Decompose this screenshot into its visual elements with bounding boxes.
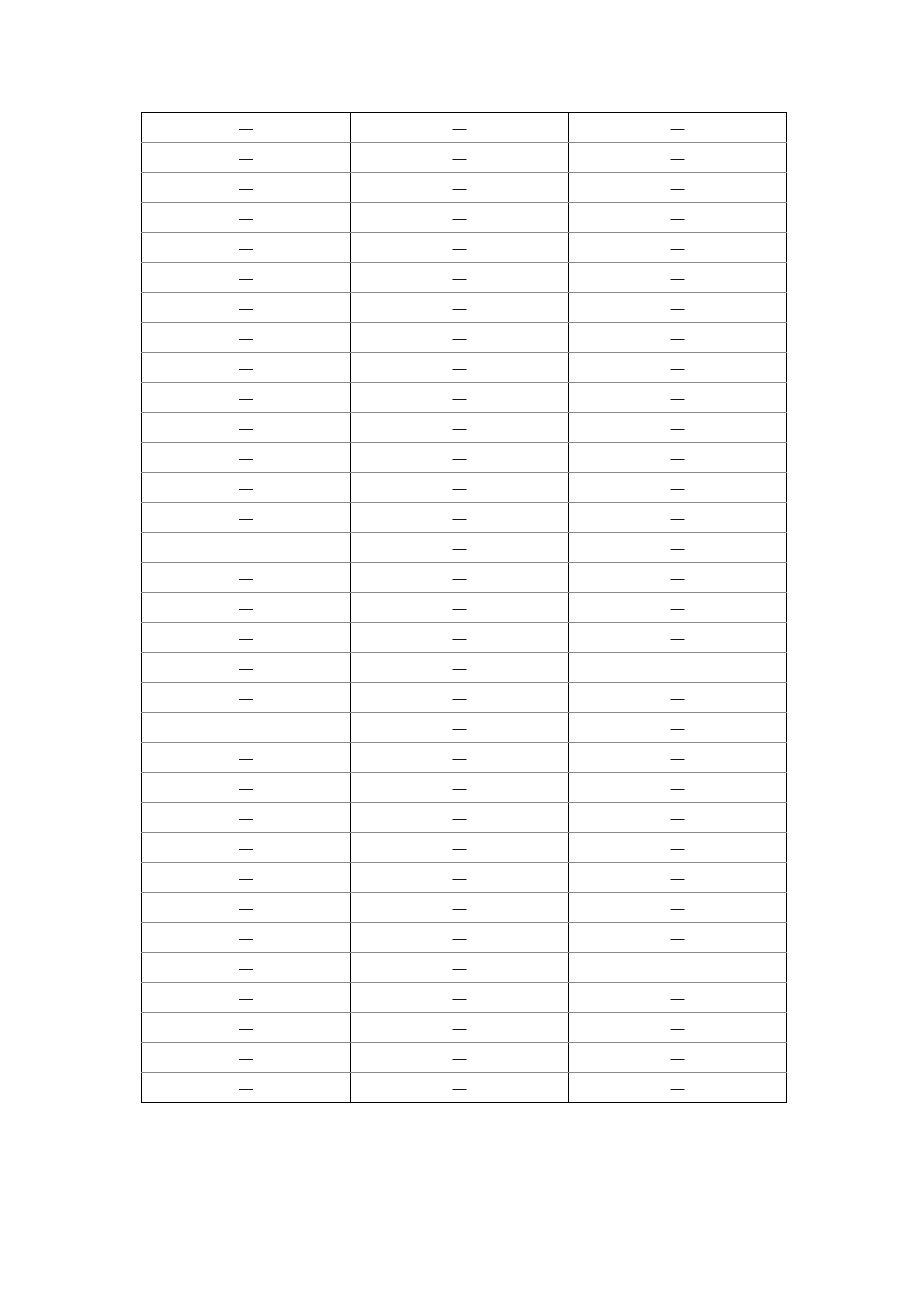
table-cell: —	[142, 263, 351, 293]
table-cell: —	[569, 743, 787, 773]
table-cell: —	[569, 293, 787, 323]
table-cell: —	[351, 833, 569, 863]
table-cell: —	[351, 113, 569, 143]
table-cell: —	[569, 473, 787, 503]
table-row	[142, 173, 787, 203]
table-cell: —	[142, 503, 351, 533]
table-cell: —	[142, 623, 351, 653]
table-cell: —	[142, 833, 351, 863]
table-cell: —	[569, 623, 787, 653]
table-cell: —	[142, 803, 351, 833]
table-cell: —	[569, 413, 787, 443]
table-cell: —	[351, 653, 569, 683]
table-row	[142, 743, 787, 773]
table-cell: —	[569, 1013, 787, 1043]
table-cell: —	[569, 533, 787, 563]
table-cell: —	[351, 143, 569, 173]
table-cell: —	[142, 683, 351, 713]
table-cell: —	[569, 143, 787, 173]
table-row	[142, 143, 787, 173]
table-row	[142, 713, 787, 743]
table-cell: —	[351, 233, 569, 263]
table-cell: —	[142, 413, 351, 443]
table-cell: —	[142, 653, 351, 683]
table-cell: —	[569, 983, 787, 1013]
table-cell: —	[351, 203, 569, 233]
table-cell: —	[351, 413, 569, 443]
table-cell: —	[142, 563, 351, 593]
table-cell: —	[569, 263, 787, 293]
table-cell: —	[569, 353, 787, 383]
table-row	[142, 893, 787, 923]
table-cell: —	[142, 863, 351, 893]
table-row	[142, 863, 787, 893]
table-row	[142, 923, 787, 953]
table-row	[142, 803, 787, 833]
table-cell: —	[569, 893, 787, 923]
table-cell	[142, 713, 351, 743]
document-table	[141, 112, 787, 1103]
table-row	[142, 1073, 787, 1103]
table-cell: —	[569, 1043, 787, 1073]
table-row	[142, 833, 787, 863]
table-cell: —	[569, 563, 787, 593]
table-row	[142, 683, 787, 713]
table-cell: —	[351, 683, 569, 713]
table-cell: —	[351, 803, 569, 833]
table-cell: —	[142, 473, 351, 503]
table-cell	[569, 653, 787, 683]
table-row	[142, 563, 787, 593]
document-table-body	[142, 113, 787, 1103]
table-cell: —	[569, 773, 787, 803]
table-cell: —	[351, 263, 569, 293]
table-cell: —	[569, 323, 787, 353]
table-cell: —	[142, 353, 351, 383]
table-cell: —	[569, 593, 787, 623]
table-row	[142, 533, 787, 563]
table-cell: —	[142, 593, 351, 623]
table-cell: —	[142, 953, 351, 983]
table-cell: —	[142, 893, 351, 923]
table-cell: —	[142, 773, 351, 803]
table-cell: —	[569, 503, 787, 533]
table-row	[142, 233, 787, 263]
table-cell: —	[142, 203, 351, 233]
table-cell: —	[351, 293, 569, 323]
table-cell: —	[351, 863, 569, 893]
table-row	[142, 503, 787, 533]
table-cell: —	[142, 923, 351, 953]
table-cell: —	[351, 383, 569, 413]
table-cell: —	[351, 773, 569, 803]
table-cell: —	[569, 1073, 787, 1103]
table-cell: —	[142, 1013, 351, 1043]
table-row	[142, 473, 787, 503]
table-cell: —	[569, 203, 787, 233]
table-cell: —	[351, 893, 569, 923]
table-cell: —	[142, 743, 351, 773]
table-row	[142, 773, 787, 803]
table-row	[142, 353, 787, 383]
table-cell: —	[351, 353, 569, 383]
table-cell	[569, 953, 787, 983]
table-cell: —	[351, 1013, 569, 1043]
table-row	[142, 653, 787, 683]
table-cell: —	[142, 383, 351, 413]
table-row	[142, 293, 787, 323]
table-row	[142, 443, 787, 473]
table-cell: —	[569, 683, 787, 713]
table-cell: —	[142, 113, 351, 143]
table-cell: —	[142, 323, 351, 353]
table-cell: —	[351, 323, 569, 353]
table-row	[142, 203, 787, 233]
table-cell: —	[142, 293, 351, 323]
table-cell: —	[351, 473, 569, 503]
table-row	[142, 1013, 787, 1043]
table-cell: —	[569, 383, 787, 413]
table-cell: —	[351, 743, 569, 773]
table-cell: —	[569, 803, 787, 833]
table-cell: —	[142, 173, 351, 203]
table-cell: —	[351, 713, 569, 743]
table-cell: —	[569, 713, 787, 743]
table-cell: —	[351, 1043, 569, 1073]
table-cell: —	[569, 443, 787, 473]
table-row	[142, 593, 787, 623]
table-row	[142, 383, 787, 413]
table-row	[142, 323, 787, 353]
table-cell: —	[569, 233, 787, 263]
table-row	[142, 1043, 787, 1073]
table-cell: —	[569, 833, 787, 863]
table-cell: —	[351, 173, 569, 203]
table-row	[142, 983, 787, 1013]
table-cell: —	[142, 1043, 351, 1073]
table-cell	[142, 533, 351, 563]
table-cell: —	[142, 233, 351, 263]
table-cell: —	[351, 563, 569, 593]
table-row	[142, 413, 787, 443]
table-cell: —	[351, 623, 569, 653]
table-cell: —	[142, 143, 351, 173]
table-cell: —	[351, 443, 569, 473]
table-row	[142, 113, 787, 143]
table-cell: —	[351, 503, 569, 533]
table-row	[142, 263, 787, 293]
table-cell: —	[569, 863, 787, 893]
table-cell: —	[351, 983, 569, 1013]
table-row	[142, 953, 787, 983]
table-cell: —	[142, 443, 351, 473]
table-cell: —	[569, 923, 787, 953]
table-cell: —	[351, 953, 569, 983]
table-cell: —	[142, 1073, 351, 1103]
table-cell: —	[351, 923, 569, 953]
table-cell: —	[569, 113, 787, 143]
table-cell: —	[351, 1073, 569, 1103]
table-cell: —	[142, 983, 351, 1013]
table-cell: —	[569, 173, 787, 203]
table-cell: —	[351, 593, 569, 623]
table-row	[142, 623, 787, 653]
table-cell: —	[351, 533, 569, 563]
